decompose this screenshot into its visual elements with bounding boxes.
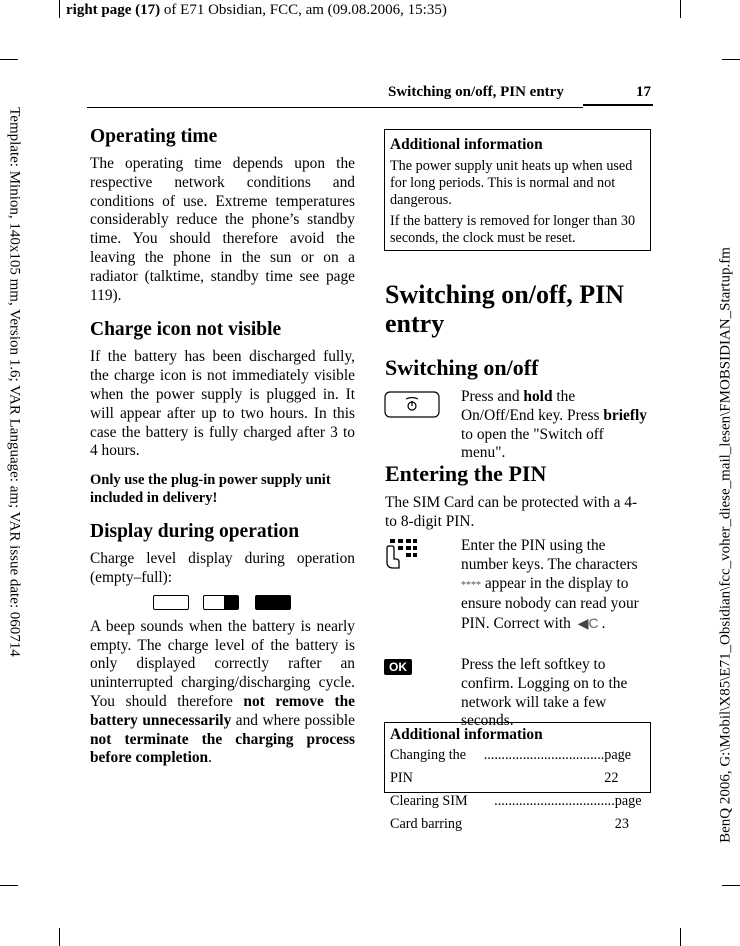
battery-levels	[90, 588, 355, 618]
toc-page: page 23	[614, 793, 642, 832]
pin-mask: ****	[461, 579, 481, 591]
crop-mark	[0, 59, 18, 60]
ok-softkey-icon	[384, 659, 412, 675]
pin-step-1-a: Enter the PIN using the number keys. The characters	[461, 537, 638, 573]
charge-icon-text: If the battery has been discharged fully, the charge icon is not immediately visible when the power supply is plugged in. It will appear after up to two hours. In this case the battery is fully charged after 3 to 4 hours.	[90, 348, 355, 460]
crop-mark	[680, 0, 681, 18]
heading-operating-time: Operating time	[90, 126, 218, 147]
switch-briefly: briefly	[603, 406, 647, 424]
info-box-para: If the battery is removed for longer than 30 seconds, the clock must be reset.	[390, 213, 636, 246]
crop-mark	[0, 885, 18, 886]
page-number: 17	[636, 84, 651, 100]
info-box-pin	[384, 722, 651, 832]
end-key-icon	[384, 391, 440, 419]
battery-partial-icon	[203, 595, 239, 610]
operating-time-text: The operating time depends upon the respective network conditions and conditions of use. Extreme temperatures considerably reduce the phone’s standby time. You should therefore avoid the leaving the phone in the sun or on a radiator (talktime, standby time see page 119).	[90, 155, 355, 304]
clear-key-icon: ◀C	[577, 615, 599, 632]
crop-mark	[59, 928, 60, 946]
display-body-3: .	[208, 749, 212, 767]
pin-step-keypad	[384, 537, 654, 655]
info-box-title: Additional information	[390, 136, 543, 153]
toc-label: Changing the PIN	[390, 747, 467, 786]
slug-info: of E71 Obsidian, FCC, am (09.08.2006, 15:35)	[160, 2, 447, 18]
toc-row	[390, 744, 645, 790]
display-body-2: and where possible	[231, 711, 356, 729]
pin-step-1-text	[461, 537, 651, 634]
file-path-vertical	[716, 200, 736, 890]
left-column	[90, 126, 355, 768]
switch-instruction	[384, 388, 654, 462]
crop-mark	[59, 0, 60, 18]
switch-t3: to open the "Switch off menu".	[461, 425, 604, 462]
pin-step-1-b: appear in the display to ensure nobody can read your PIN. Correct with	[461, 574, 639, 633]
display-bold-2: not terminate the charging process before completion	[90, 730, 355, 767]
template-info-vertical	[4, 62, 24, 702]
section-operating-time	[90, 126, 355, 305]
battery-empty-icon	[153, 595, 189, 610]
switch-t2: the On/Off/End key. Press	[461, 388, 604, 424]
toc-label: Clearing SIM Card barring	[390, 793, 468, 832]
display-body-1: A beep sounds when the battery is nearly empty. The charge level of the battery is only displayed correctly rafter an uninterrupted charging/discharging cycle. You should therefore	[90, 617, 355, 710]
section-display-operation	[90, 521, 355, 768]
header-rule	[87, 107, 583, 108]
info-box-title: Additional information	[390, 726, 543, 743]
switch-text	[461, 388, 651, 463]
print-slug	[66, 2, 447, 19]
switch-t1: Press and	[461, 388, 524, 405]
pin-step-2-text: Press the left softkey to confirm. Logging on to the network will take a few seconds.	[461, 656, 628, 730]
heading-display-operation: Display during operation	[90, 521, 300, 543]
toc-dots: ..................................	[494, 793, 615, 809]
heading-entering-pin: Entering the PIN	[385, 461, 547, 486]
header-rule-thick	[583, 104, 653, 106]
info-box-power	[384, 129, 651, 251]
power-supply-warning: Only use the plug-in power supply unit included in delivery!	[90, 472, 331, 507]
heading-charge-icon: Charge icon not visible	[90, 319, 282, 341]
toc-page: page 22	[604, 747, 632, 786]
section-charge-icon	[90, 319, 355, 461]
battery-full-icon	[255, 595, 291, 610]
display-intro: Charge level display during operation (empty–full):	[90, 550, 355, 586]
slug-page: right page (17)	[66, 2, 161, 18]
clear-glyph: C	[588, 615, 599, 632]
keypad-icon	[384, 538, 418, 572]
toc-row	[390, 790, 645, 836]
switch-hold: hold	[523, 388, 553, 405]
heading-switching: Switching on/off	[385, 355, 539, 380]
toc-dots: ..................................	[483, 747, 605, 763]
display-body	[90, 618, 355, 768]
crop-mark	[680, 928, 681, 946]
file-path-text: BenQ 2006, G:\Mobil\X85\E71_Obsidian\fcc_voher_diese_mail_lesen\FMOBSIDIAN_Startup.fm	[717, 247, 734, 843]
pin-step-1-c: .	[601, 615, 606, 633]
page-title: Switching on/off, PIN entry	[385, 280, 625, 338]
pin-step-ok	[384, 656, 654, 730]
crop-mark	[722, 59, 740, 60]
running-title: Switching on/off, PIN entry	[388, 84, 564, 100]
info-box-para: The power supply unit heats up when used for long periods. This is normal and not dangerous.	[390, 158, 633, 208]
display-bold-1: not remove the battery unnecessarily	[90, 692, 355, 729]
template-info-text: Template: Minion, 140x105 mm, Version 1.6; VAR Language: am; VAR issue date: 060714	[6, 107, 23, 657]
ok-label: OK	[389, 660, 407, 674]
pin-intro: The SIM Card can be protected with a 4-to 8-digit PIN.	[385, 494, 638, 530]
